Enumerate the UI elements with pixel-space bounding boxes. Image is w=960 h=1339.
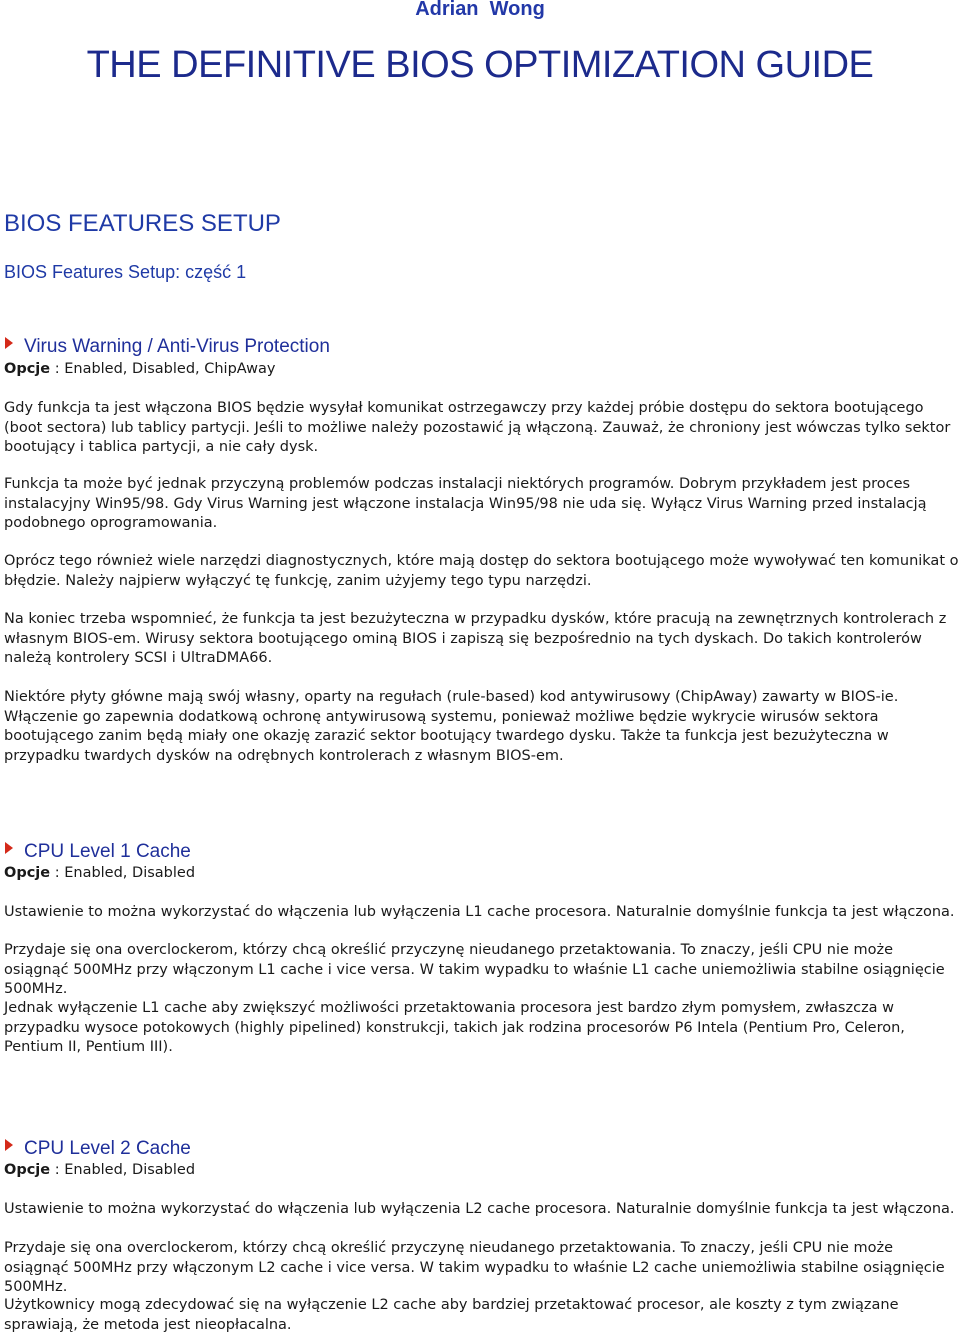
paragraph: Funkcja ta może być jednak przyczyną problemów podczas instalacji niektórych programów. Dobrym przykładem jest proces instalacyjny Win95/98. Gdy Virus Warning jest włączone instalacja Win95/98 nie uda się. Wyłącz Virus Warning przed instalacją podobnego oprogramowania. xyxy=(4,476,927,531)
options-label: Opcje xyxy=(4,1162,51,1178)
paragraph: Przydaje się ona overclockerom, którzy chcą określić przyczynę nieudanego przetaktowania. To znaczy, jeśli CPU nie może osiągnąć 500MHz przy włączonym L1 cache i vice versa. W takim wypadku to właśnie L1 cache uniemożliwia stabilne osiągnięcie 500MHz. xyxy=(4,942,945,997)
paragraph: Ustawienie to można wykorzystać do włączenia lub wyłączenia L1 cache procesora. Naturalnie domyślnie funkcja ta jest włączona. xyxy=(4,904,955,920)
guide-title: THE DEFINITIVE BIOS OPTIMIZATION GUIDE xyxy=(86,44,874,86)
options-values: : Enabled, Disabled xyxy=(50,1162,196,1178)
feature-heading-cpu-l1-cache xyxy=(2,841,191,863)
feature-heading-virus-warning xyxy=(2,336,330,358)
section-subtitle: BIOS Features Setup: część 1 xyxy=(4,262,247,282)
author-name: Adrian Wong xyxy=(415,0,545,20)
paragraph: Użytkownicy mogą zdecydować się na wyłączenie L2 cache aby bardziej przetaktować procesor, ale koszty z tym związane sprawiają, że metoda jest nieopłacalna. xyxy=(4,1297,899,1333)
paragraph: Oprócz tego również wiele narzędzi diagnostycznych, które mają dostęp do sektora bootującego może wywoływać ten komunikat o błędzie. Należy najpierw wyłączyć tę funkcję, zanim użyjemy tego typu narzędzi. xyxy=(4,553,959,589)
section-title: BIOS FEATURES SETUP xyxy=(4,210,281,237)
options-label: Opcje xyxy=(4,865,51,881)
options-label: Opcje xyxy=(4,361,51,377)
paragraph: Ustawienie to można wykorzystać do włączenia lub wyłączenia L2 cache procesora. Naturalnie domyślnie funkcja ta jest włączona. xyxy=(4,1201,955,1217)
feature-title: CPU Level 2 Cache xyxy=(24,1138,191,1159)
feature-options xyxy=(4,865,195,881)
paragraph: Przydaje się ona overclockerom, którzy chcą określić przyczynę nieudanego przetaktowania. To znaczy, jeśli CPU nie może osiągnąć 500MHz przy włączonym L2 cache i vice versa. W takim wypadku to właśnie L2 cache uniemożliwia stabilne osiągnięcie 500MHz. xyxy=(4,1240,945,1295)
paragraph: Jednak wyłączenie L1 cache aby zwiększyć możliwości przetaktowania procesora jest bardzo złym pomysłem, zwłaszcza w przypadku wysoce potokowych (highly pipelined) konstrukcji, takich jak rodzina procesorów P6 Intela (Pentium Pro, Celeron, Pentium II, Pentium III). xyxy=(4,1000,905,1055)
paragraph: Niektóre płyty główne mają swój własny, oparty na regułach (rule-based) kod antywirusowy (ChipAway) zawarty w BIOS-ie. Włączenie go zapewnia dodatkową ochronę antywirusową systemu, ponieważ możliwe będzie wykrycie wirusów sektora bootującego zanim będą miały one okazję zarazić sektor bootujący twardego dysku. Także ta funkcja jest bezużyteczna w przypadku twardych dysków na odrębnych kontrolerach z własnym BIOS-em. xyxy=(4,689,899,764)
feature-options xyxy=(4,361,275,377)
paragraph: Na koniec trzeba wspomnieć, że funkcja ta jest bezużyteczna w przypadku dysków, które pracują na zewnętrznych kontrolerach z własnym BIOS-em. Wirusy sektora bootującego ominą BIOS i zapiszą się bezpośrednio na tych dyskach. Do takich kontrolerów należą kontrolery SCSI i UltraDMA66. xyxy=(4,611,947,666)
right-triangle-arrow-icon xyxy=(2,840,18,858)
feature-options xyxy=(4,1162,195,1178)
feature-title: Virus Warning / Anti-Virus Protection xyxy=(24,336,330,357)
paragraph: Gdy funkcja ta jest włączona BIOS będzie wysyłał komunikat ostrzegawczy przy każdej próbie dostępu do sektora bootującego (boot sectora) lub tablicy partycji. Jeśli to możliwe należy pozostawić ją włączoną. Zauważ, że chroniony jest wówczas tylko sektor bootujący i tablica partycji, a nie cały dysk. xyxy=(4,400,951,455)
feature-heading-cpu-l2-cache xyxy=(2,1138,191,1160)
right-triangle-arrow-icon xyxy=(2,1137,18,1155)
feature-title: CPU Level 1 Cache xyxy=(24,841,191,862)
right-triangle-arrow-icon xyxy=(2,335,18,353)
options-values: : Enabled, Disabled, ChipAway xyxy=(50,361,276,377)
options-values: : Enabled, Disabled xyxy=(50,865,196,881)
